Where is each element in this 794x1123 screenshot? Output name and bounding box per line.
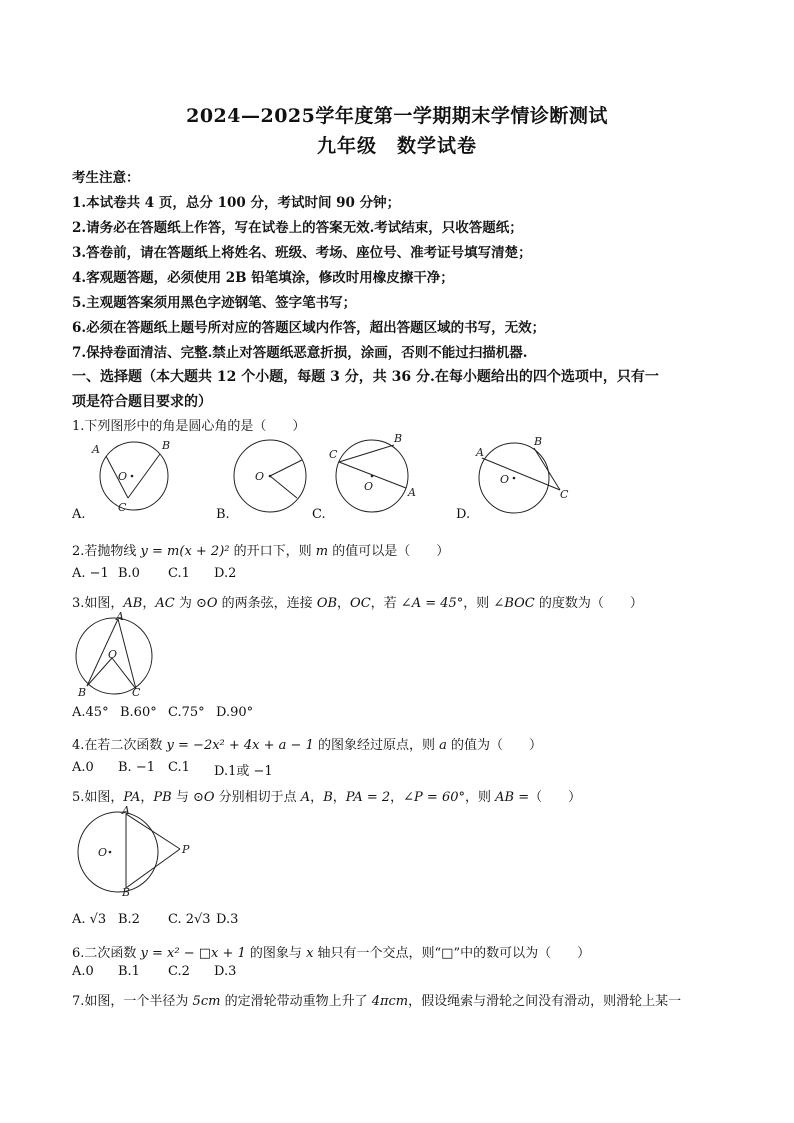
q1-figure-d xyxy=(472,432,582,518)
notice-item: 2.请务必在答题纸上作答，写在试卷上的答案无效.考试结束，只收答题纸； xyxy=(72,220,523,236)
point-label: C xyxy=(560,488,569,501)
notice-item: 4.客观题答题，必须使用 2B 铅笔填涂，修改时用橡皮擦干净； xyxy=(72,270,454,286)
point-label: A xyxy=(116,612,124,623)
q1-figure-c xyxy=(326,432,426,518)
point-label: A xyxy=(122,806,130,817)
q3-option: A.45° xyxy=(72,705,109,720)
q3-option: D.90° xyxy=(216,705,254,720)
point-label: A xyxy=(408,486,416,499)
point-label: B xyxy=(162,439,171,452)
q5-option: A. √3 xyxy=(72,912,107,927)
point-label: B xyxy=(394,432,403,445)
section-heading: 一、选择题（本大题共 12 个小题，每题 3 分，共 36 分.在每小题给出的四个选项中，只有一 xyxy=(72,369,659,385)
question-1-stem: 1.下列图形中的角是圆心角的是（ ） xyxy=(72,419,306,434)
point-label: O xyxy=(108,648,118,661)
point-label: O xyxy=(364,480,374,493)
point-label: O xyxy=(255,470,265,483)
notice-item: 1.本试卷共 4 页，总分 100 分，考试时间 90 分钟； xyxy=(72,195,401,211)
notice-item: 7.保持卷面清洁、完整.禁止对答题纸恶意折损，涂画，否则不能过扫描机器. xyxy=(72,345,528,361)
q6-option: A.0 xyxy=(72,964,94,979)
point-label: C xyxy=(329,448,338,461)
notice-item: 6.必须在答题纸上题号所对应的答题区域内作答，超出答题区域的书写，无效； xyxy=(72,320,546,336)
point-label: C xyxy=(132,686,141,699)
point-label: O xyxy=(118,470,128,483)
q5-option: B.2 xyxy=(118,912,140,927)
q4-option: A.0 xyxy=(72,760,94,775)
q5-option: D.3 xyxy=(216,912,239,927)
q2-option: A. −1 xyxy=(72,566,109,581)
q2-option: B.0 xyxy=(118,566,140,581)
q6-option: D.3 xyxy=(214,964,237,979)
q1-option: A. xyxy=(72,507,86,522)
point-label: A xyxy=(92,443,100,456)
point-label: B xyxy=(78,686,87,699)
q3-option: B.60° xyxy=(120,705,157,720)
q3-figure xyxy=(72,612,162,702)
notice-heading: 考生注意： xyxy=(72,170,140,186)
question-5-stem: 5.如图，PA，PB 与 ⊙O 分别相切于点 A，B，PA = 2，∠P = 60°，则 AB =（ ） xyxy=(72,790,582,805)
q5-option: C. 2√3 xyxy=(168,912,211,927)
notice-item: 3.答卷前，请在答题纸上将姓名、班级、考场、座位号、准考证号填写清楚； xyxy=(72,245,532,261)
point-label: B xyxy=(534,435,543,448)
q2-option: C.1 xyxy=(168,566,190,581)
q1-option: D. xyxy=(456,507,471,522)
exam-subtitle: 九年级 数学试卷 xyxy=(316,135,477,157)
formula: y = x² − □x + 1 xyxy=(140,946,246,961)
q5-figure xyxy=(72,806,202,898)
section-heading-cont: 项是符合题目要求的） xyxy=(72,394,212,410)
q2-option: D.2 xyxy=(214,566,237,581)
question-7-stem: 7.如图，一个半径为 5cm 的定滑轮带动重物上升了 4πcm，假设绳索与滑轮之间没有滑动，则滑轮上某一 xyxy=(72,994,682,1009)
question-4-stem: 4.在若二次函数 y = −2x² + 4x + a − 1 的图象经过原点，则 a 的值为（ ） xyxy=(72,738,543,753)
q6-option: C.2 xyxy=(168,964,190,979)
formula: y = −2x² + 4x + a − 1 xyxy=(166,738,314,753)
point-label: C xyxy=(118,501,127,514)
q1-figure-a xyxy=(82,436,192,516)
q3-option: C.75° xyxy=(168,705,205,720)
q1-figure-b xyxy=(225,436,325,516)
notice-item: 5.主观题答案须用黑色字迹钢笔、签字笔书写； xyxy=(72,295,357,311)
q4-option: B. −1 xyxy=(118,760,155,775)
question-2-stem: 2.若抛物线 y = m(x + 2)² 的开口下，则 m 的值可以是（ ） xyxy=(72,544,450,559)
q1-option: C. xyxy=(312,507,326,522)
q4-option: C.1 xyxy=(168,760,190,775)
q1-option: B. xyxy=(216,507,230,522)
formula: y = m(x + 2)² xyxy=(140,544,230,559)
point-label: O xyxy=(500,473,510,486)
question-6-stem: 6.二次函数 y = x² − □x + 1 的图象与 x 轴只有一个交点，则“□”中的数可以为（ ） xyxy=(72,946,591,961)
q6-option: B.1 xyxy=(118,964,140,979)
q4-option: D.1或 −1 xyxy=(214,764,273,779)
point-label: P xyxy=(182,843,190,856)
question-3-stem: 3.如图，AB，AC 为 ⊙O 的两条弦，连接 OB，OC，若 ∠A = 45°，则 ∠BOC 的度数为（ ） xyxy=(72,596,643,611)
point-label: B xyxy=(122,886,131,898)
point-label: O xyxy=(98,846,108,859)
point-label: A xyxy=(476,446,484,459)
exam-title: 2024—2025学年度第一学期期末学情诊断测试 xyxy=(186,105,608,127)
